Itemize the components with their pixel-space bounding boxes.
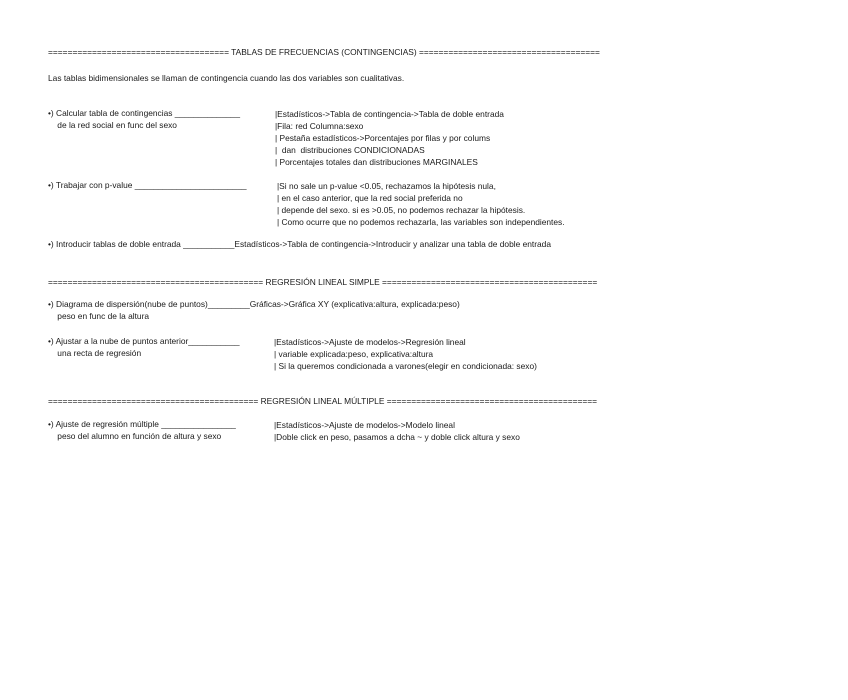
item-left-line: •) Ajustar a la nube de puntos anterior___________ <box>48 336 240 346</box>
item-right-line: | dan distribuciones CONDICIONADAS <box>275 145 425 155</box>
item-right-line: | Pestaña estadísticos->Porcentajes por filas y por colums <box>275 133 491 143</box>
section-header-regresion-multiple: =========================================== REGRESIÓN LINEAL MÚLTIPLE =========================================== <box>48 396 598 406</box>
document-page <box>48 0 848 700</box>
item-right-line: |Estadísticos->Tabla de contingencia->Tabla de doble entrada <box>275 109 504 119</box>
item-right-line: |Estadísticos->Ajuste de modelos->Regresión lineal <box>274 337 466 347</box>
item-left-line: de la red social en func del sexo <box>48 120 177 130</box>
item-right-line: |Estadísticos->Ajuste de modelos->Modelo lineal <box>274 420 455 430</box>
item-left-line: peso en func de la altura <box>48 311 150 321</box>
item-left-line: peso del alumno en función de altura y sexo <box>48 431 222 441</box>
item-left-line: •) Ajuste de regresión múltiple ________________ <box>48 419 236 429</box>
item-right-line: |Si no sale un p-value <0.05, rechazamos la hipótesis nula, <box>277 181 496 191</box>
item-left-line: •) Calcular tabla de contingencias ______________ <box>48 108 240 118</box>
item-left-line: •) Trabajar con p-value ________________________ <box>48 180 247 190</box>
item-left-line: •) Diagrama de dispersión(nube de puntos)_________Gráficas->Gráfica XY (explicativa:altura, explicada:peso) <box>48 299 460 309</box>
item-right-line: | variable explicada:peso, explicativa:altura <box>274 349 434 359</box>
section-header-regresion-simple: ============================================ REGRESIÓN LINEAL SIMPLE ============================================ <box>48 277 598 287</box>
item-left-line: una recta de regresión <box>48 348 142 358</box>
section-header-contingencias: ===================================== TABLAS DE FRECUENCIAS (CONTINGENCIAS) ===================================== <box>48 47 600 57</box>
item-right-line: | en el caso anterior, que la red social preferida no <box>277 193 463 203</box>
item-right-line: | Si la queremos condicionada a varones(elegir en condicionada: sexo) <box>274 361 537 371</box>
item-right-line: | Porcentajes totales dan distribuciones MARGINALES <box>275 157 478 167</box>
item-right-line: | Como ocurre que no podemos rechazarla, las variables son independientes. <box>277 217 565 227</box>
item-right-line: | depende del sexo. si es >0.05, no podemos rechazar la hipótesis. <box>277 205 526 215</box>
intro-text: Las tablas bidimensionales se llaman de contingencia cuando las dos variables son cualitativas. <box>48 73 405 83</box>
item-left-line: •) Introducir tablas de doble entrada ___________Estadísticos->Tabla de contingencia->Introducir y analizar una tabla de doble entrada <box>48 239 551 249</box>
item-right-line: |Fila: red Columna:sexo <box>275 121 364 131</box>
item-right-line: |Doble click en peso, pasamos a dcha ~ y doble click altura y sexo <box>274 432 520 442</box>
